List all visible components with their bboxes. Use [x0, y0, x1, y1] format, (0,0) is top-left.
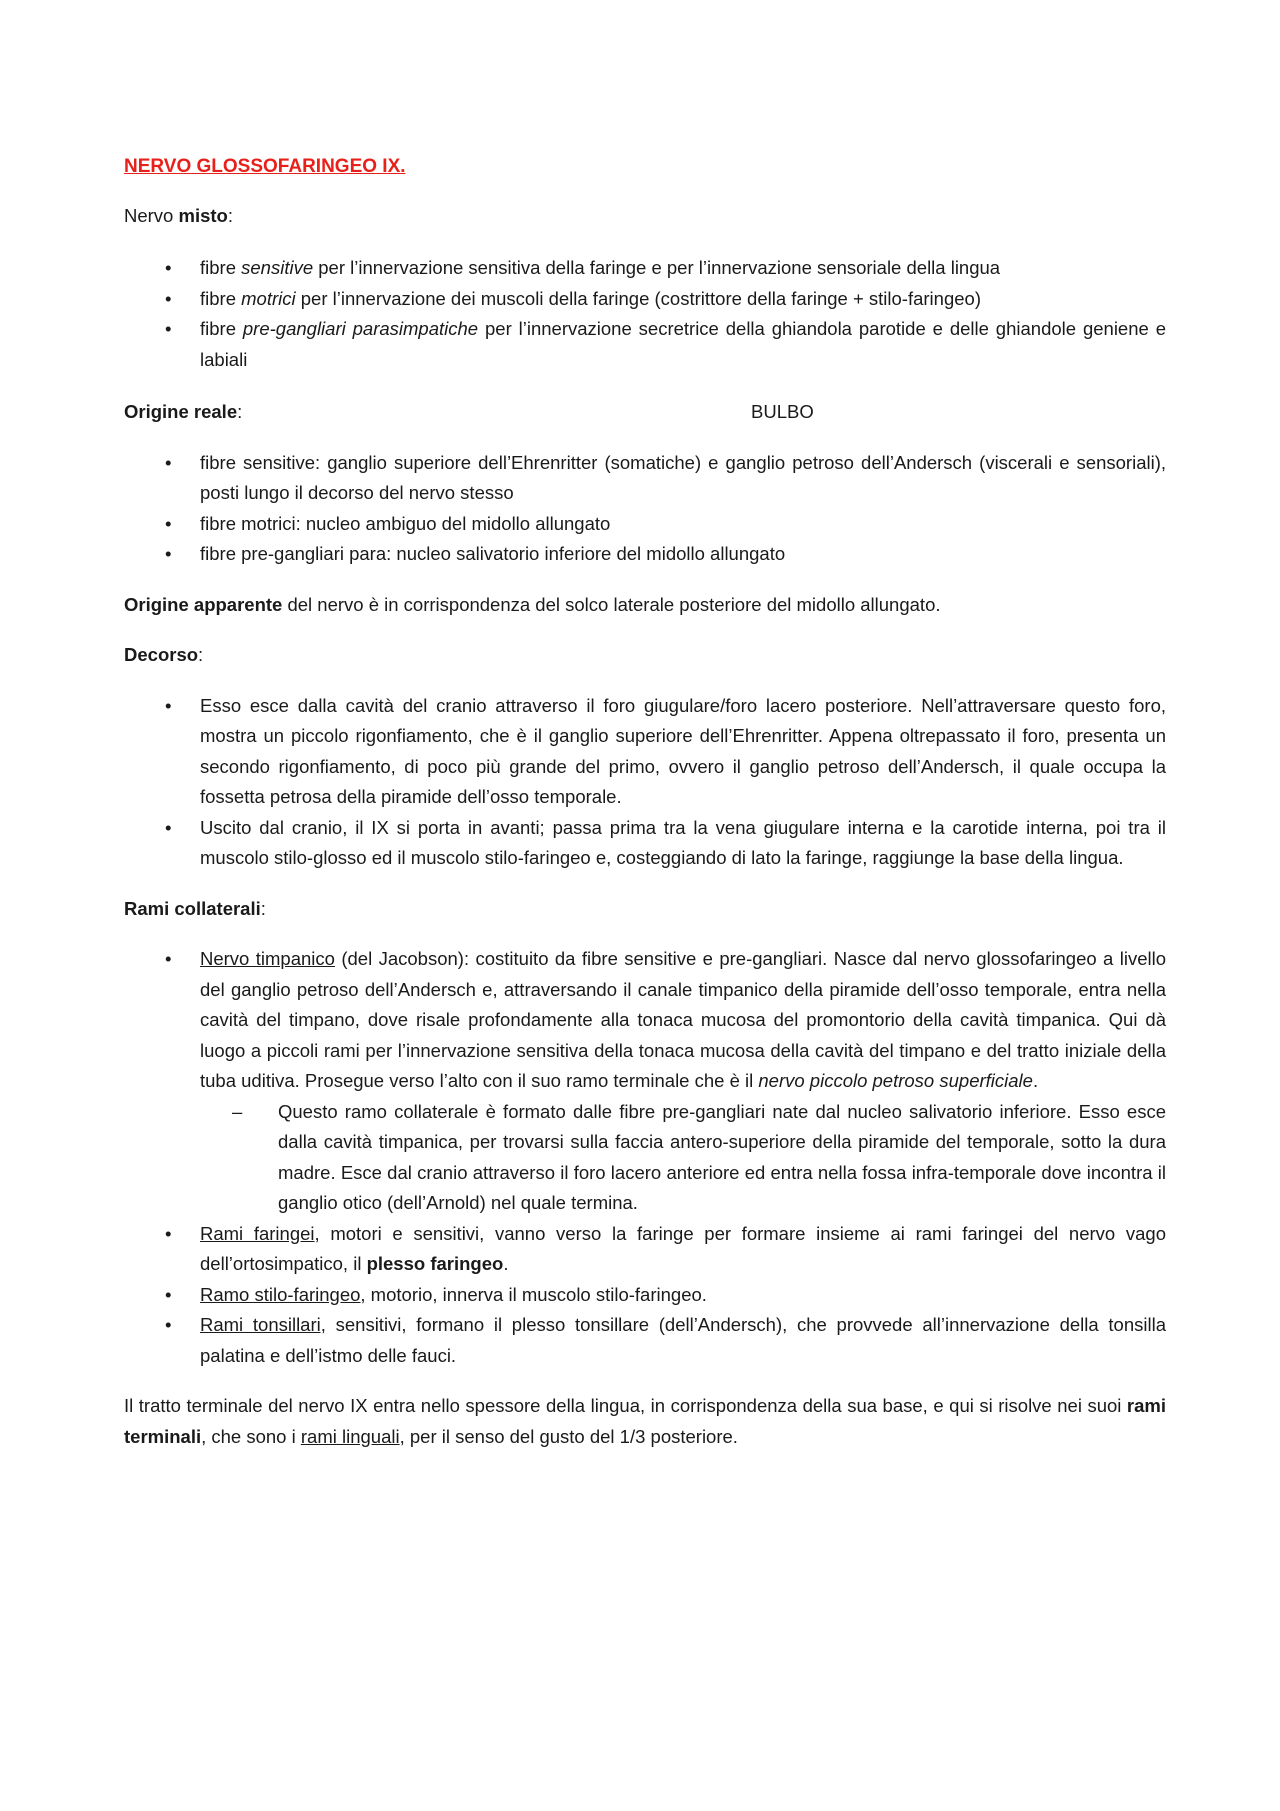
- list-item: • Rami faringei, motori e sensitivi, vanno verso la faringe per formare insieme ai rami faringei del nervo vago dell’ortosimpatico, il plesso faringeo.: [124, 1219, 1166, 1280]
- bullet-icon: •: [165, 694, 172, 716]
- rami-list: [124, 944, 1166, 1371]
- list-item: • Rami tonsillari, sensitivi, formano il plesso tonsillare (dell’Andersch), che provvede all’innervazione della tonsilla palatina e dell’istmo delle fauci.: [124, 1310, 1166, 1371]
- dash-icon: –: [232, 1100, 243, 1122]
- bullet-icon: •: [165, 287, 172, 309]
- sublist-item: – Questo ramo collaterale è formato dalle fibre pre-gangliari nate dal nucleo salivatorio inferiore. Esso esce dalla cavità timpanica, per trovarsi sulla faccia antero-superiore della piramide del temporale, sotto la dura madre. Esce dal cranio attraverso il foro lacero anteriore ed entra nella fossa infra-temporale dove incontra il ganglio otico (dell’Arnold) nel quale termina.: [200, 1097, 1166, 1219]
- origine-reale-row: Origine reale: BULBO: [124, 397, 1166, 428]
- list-item: • Uscito dal cranio, il IX si porta in avanti; passa prima tra la vena giugulare interna e la carotide interna, poi tra il muscolo stilo-glosso ed il muscolo stilo-faringeo e, costeggiando di lato la faringe, raggiunge la base della lingua.: [124, 813, 1166, 874]
- origine-list: [124, 448, 1166, 570]
- bullet-icon: •: [165, 816, 172, 838]
- bullet-icon: •: [165, 1283, 172, 1305]
- rami-faringei-label: Rami faringei: [200, 1222, 315, 1244]
- origine-reale-value: BULBO: [751, 401, 814, 422]
- rami-collaterali-heading: Rami collaterali:: [124, 897, 266, 919]
- document-title: NERVO GLOSSOFARINGEO IX.: [124, 156, 406, 177]
- list-item: • fibre sensitive: ganglio superiore dell’Ehrenritter (somatiche) e ganglio petroso dell’Andersch (viscerali e sensoriali), posti lungo il decorso del nervo stesso: [124, 448, 1166, 509]
- list-item: • fibre pre-gangliari para: nucleo salivatorio inferiore del midollo allungato: [124, 539, 1166, 570]
- list-item: • Esso esce dalla cavità del cranio attraverso il foro giugulare/foro lacero posteriore. Nell’attraversare questo foro, mostra un piccolo rigonfiamento, che è il ganglio superiore dell’Ehrenritter. Appena oltrepassato il foro, presenta un secondo rigonfiamento, di poco più grande del primo, ovvero il ganglio petroso dell’Andersch, il quale occupa la fossetta petrosa della piramide dell’osso temporale.: [124, 691, 1166, 813]
- list-item: • Ramo stilo-faringeo, motorio, innerva il muscolo stilo-faringeo.: [124, 1280, 1166, 1311]
- bullet-icon: •: [165, 318, 172, 339]
- bullet-icon: •: [165, 257, 172, 278]
- list-item: • fibre pre-gangliari parasimpatiche per l’innervazione secretrice della ghiandola parotide e delle ghiandole geniene e labiali: [124, 314, 1166, 375]
- list-item: • fibre motrici per l’innervazione dei muscoli della faringe (costrittore della faringe + stilo-faringeo): [124, 284, 1166, 315]
- decorso-list: [124, 691, 1166, 874]
- timpanico-sublist: [200, 1097, 1166, 1219]
- rami-tonsillari-label: Rami tonsillari,: [200, 1314, 326, 1335]
- bullet-icon: •: [165, 1222, 172, 1244]
- decorso-heading: Decorso:: [124, 644, 204, 665]
- list-item: • fibre motrici: nucleo ambiguo del midollo allungato: [124, 509, 1166, 540]
- closing-paragraph: Il tratto terminale del nervo IX entra nello spessore della lingua, in corrispondenza della sua base, e qui si risolve nei suoi rami terminali, che sono i rami linguali, per il senso del gusto del 1/3 posteriore.: [124, 1395, 1166, 1447]
- bullet-icon: •: [165, 543, 172, 564]
- fibre-list: [124, 253, 1166, 375]
- bullet-icon: •: [165, 512, 172, 534]
- origine-apparente-paragraph: Origine apparente del nervo è in corrispondenza del solco laterale posteriore del midollo allungato.: [124, 593, 941, 615]
- list-item: • Nervo timpanico (del Jacobson): costituito da fibre sensitive e pre-gangliari. Nasce dal nervo glossofaringeo a livello del ganglio petroso dell’Andersch e, attraversando il canale timpanico della piramide dell’osso temporale, entra nella cavità del timpano, dove risale profondamente alla tonaca mucosa del promontorio della cavità timpanica. Qui dà luogo a piccoli rami per l’innervazione sensitiva della tonaca mucosa della cavità del timpano e del tratto iniziale della tuba uditiva. Prosegue verso l’alto con il suo ramo terminale che è il nervo piccolo petroso superficiale. – Questo ramo collaterale è formato dalle fibre pre-gangliari nate dal nucleo salivatorio inferiore. Esso esce dalla cavità timpanica, per trovarsi sulla faccia antero-superiore della piramide del temporale, sotto la dura madre. Esce dal cranio attraverso il foro lacero anteriore ed entra nella fossa infra-temporale dove incontra il ganglio otico (dell’Arnold) nel quale termina.: [124, 944, 1166, 1219]
- intro-line: Nervo misto:: [124, 204, 233, 226]
- document-page: [124, 152, 1166, 1472]
- list-item: • fibre sensitive per l’innervazione sensitiva della faringe e per l’innervazione sensoriale della lingua: [124, 253, 1166, 284]
- ramo-stilo-faringeo-label: Ramo stilo-faringeo,: [200, 1283, 366, 1305]
- intro-bold: misto: [178, 204, 228, 226]
- nervo-timpanico-label: Nervo timpanico: [200, 948, 335, 969]
- bullet-icon: •: [165, 948, 172, 969]
- origine-reale-label: Origine reale: [124, 401, 238, 422]
- bullet-icon: •: [165, 451, 172, 473]
- bullet-icon: •: [165, 1314, 172, 1335]
